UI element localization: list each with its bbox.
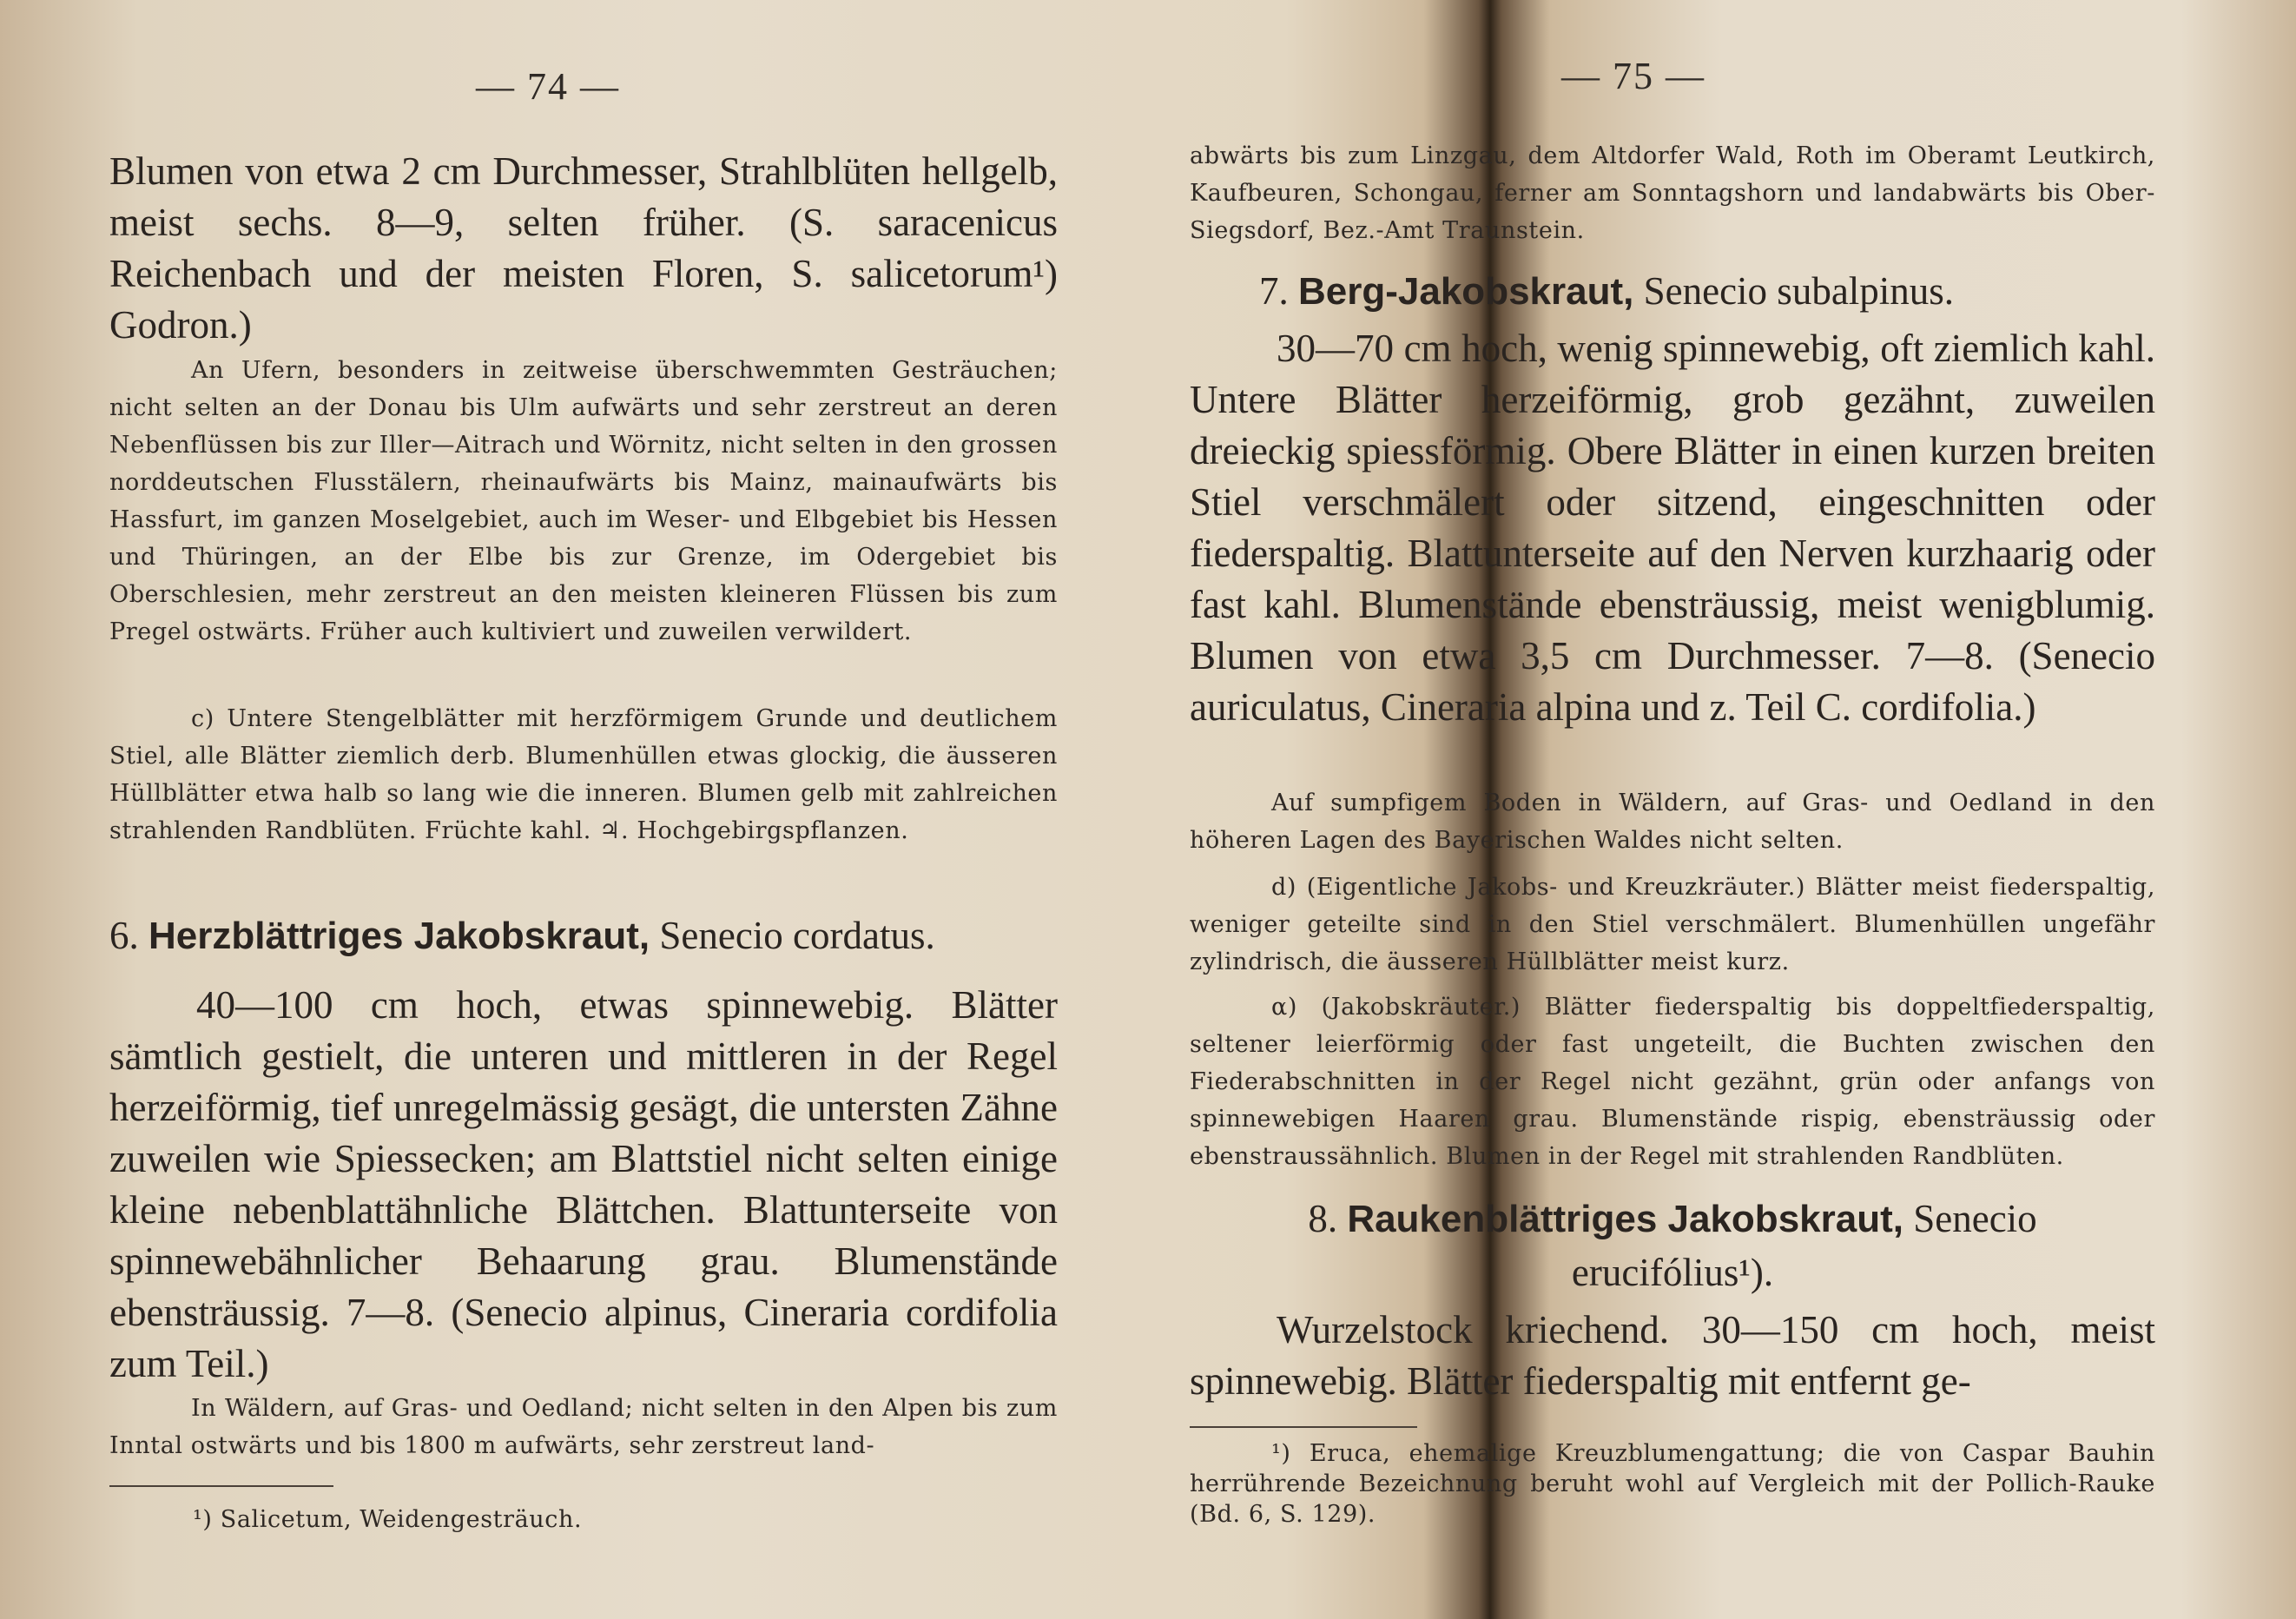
species-heading: [1190, 1193, 2155, 1245]
species-latin-name: Senecio subalpinus.: [1643, 269, 1955, 313]
paragraph: 40—100 cm hoch, etwas spinnewebig. Blätter sämtlich gestielt, die unteren und mittleren in der Regel herzeiförmig, tief unregelmässig gesägt, die untersten Zähne zuweilen wie Spiessecken; am Blattstiel nicht selten einige kleine nebenblattähnliche Blättchen. Blattunterseite von spinnewebähnlicher Behaarung grau. Blumenstände ebensträussig. 7—8. (Senecio alpinus, Cineraria cordifolia zum Teil.): [109, 983, 1058, 1385]
page-number: — 75 —: [1561, 55, 1706, 97]
footnote-divider: [1190, 1426, 1417, 1428]
paragraph: Wurzelstock kriechend. 30—150 cm hoch, meist spinnewebig. Blätter fiederspaltig mit entfernt ge-: [1190, 1308, 2155, 1403]
footnote: ¹) Eruca, ehemalige Kreuzblumengattung; die von Caspar Bauhin herrührende Bezeichnung beruht wohl auf Vergleich mit der Pollich-Rauke (Bd. 6, S. 129).: [1190, 1440, 2155, 1528]
species-latin-name: Senecio cordatus.: [659, 914, 935, 957]
right-page: [1138, 0, 2296, 1619]
left-page: [0, 0, 1129, 1619]
species-common-name: Herzblättriges Jakobskraut,: [148, 915, 650, 957]
paragraph-small: abwärts bis zum Linzgau, dem Altdorfer Wald, Roth im Oberamt Leutkirch, Kaufbeuren, Schongau, ferner am Sonntagshorn und landabwärts bis Ober-Siegsdorf, Bez.-Amt Traunstein.: [1190, 142, 2155, 244]
paragraph-small: Auf sumpfigem Boden in Wäldern, auf Gras- und Oedland in den höheren Lagen des Bayerischen Waldes nicht selten.: [1190, 790, 2155, 854]
species-latin-name: Senecio: [1913, 1197, 2037, 1240]
species-heading: [109, 910, 1058, 961]
species-number: 7.: [1259, 269, 1289, 313]
paragraph-small: In Wäldern, auf Gras- und Oedland; nicht selten in den Alpen bis zum Inntal ostwärts und bis 1800 m aufwärts, sehr zerstreut land-: [109, 1395, 1058, 1459]
species-latin-name-continued: erucifólius¹).: [1571, 1251, 1774, 1294]
paragraph-small: c) Untere Stengelblätter mit herzförmigem Grunde und deutlichem Stiel, alle Blätter ziemlich derb. Blumenhüllen etwas glockig, die äusseren Hüllblätter etwa halb so lang wie die inneren. Blumen gelb mit zahlreichen strahlenden Randblüten. Früchte kahl. ♃. Hochgebirgspflanzen.: [109, 705, 1058, 844]
species-heading: [1259, 266, 2225, 317]
species-common-name: Raukenblättriges Jakobskraut,: [1347, 1198, 1903, 1240]
paragraph-small: An Ufern, besonders in zeitweise überschwemmten Gesträuchen; nicht selten an der Donau bis Ulm aufwärts und sehr zerstreut an deren Nebenflüssen bis zur Iller—Aitrach und Wörnitz, nicht selten in den grossen norddeutschen Flusstälern, rheinaufwärts bis Mainz, mainaufwärts bis Hassfurt, im ganzen Moselgebiet, auch im Weser- und Elbgebiet bis Hessen und Thüringen, an der Elbe bis zur Grenze, im Odergebiet bis Oberschlesien, mehr zerstreut an den meisten kleineren Flüssen bis zum Pregel ostwärts. Früher auch kultiviert und zuweilen verwildert.: [109, 357, 1058, 645]
page-number: — 74 —: [476, 65, 620, 108]
paragraph: Blumen von etwa 2 cm Durchmesser, Strahlblüten hellgelb, meist sechs. 8—9, selten früher. (S. saracenicus Reichenbach und der meisten Floren, S. salicetorum¹) Godron.): [109, 149, 1058, 347]
footnote: ¹) Salicetum, Weidengesträuch.: [193, 1506, 583, 1533]
species-number: 8.: [1308, 1197, 1338, 1240]
species-number: 6.: [109, 914, 139, 957]
paragraph: 30—70 cm hoch, wenig spinnewebig, oft ziemlich kahl. Untere Blätter herzeiförmig, grob gezähnt, zuweilen dreieckig spiessförmig. Obere Blätter in einen kurzen breiten Stiel verschmälert oder sitzend, eingeschnitten oder fiederspaltig. Blattunterseite auf den Nerven kurzhaarig oder fast kahl. Blumenstände ebensträussig, meist wenigblumig. Blumen von etwa 3,5 cm Durchmesser. 7—8. (Senecio auriculatus, Cineraria alpina und z. Teil C. cordifolia.): [1190, 327, 2155, 729]
paragraph-small: α) (Jakobskräuter.) Blätter fiederspaltig bis doppeltfiederspaltig, seltener leierförmig oder fast ungeteilt, die Buchten zwischen den Fiederabschnitten in der Regel nicht gezähnt, grün oder anfangs von spinnewebigen Haaren grau. Blumenstände rispig, ebensträussig oder ebenstraussähnlich. Blumen in der Regel mit strahlenden Randblüten.: [1190, 994, 2155, 1170]
species-common-name: Berg-Jakobskraut,: [1298, 270, 1634, 313]
paragraph-small: d) (Eigentliche Jakobs- und Kreuzkräuter.) Blätter meist fiederspaltig, weniger geteilte sind in den Stiel verschmälert. Blumenhüllen ungefähr zylindrisch, die äusseren Hüllblätter meist kurz.: [1190, 874, 2155, 975]
footnote-divider: [109, 1485, 333, 1487]
